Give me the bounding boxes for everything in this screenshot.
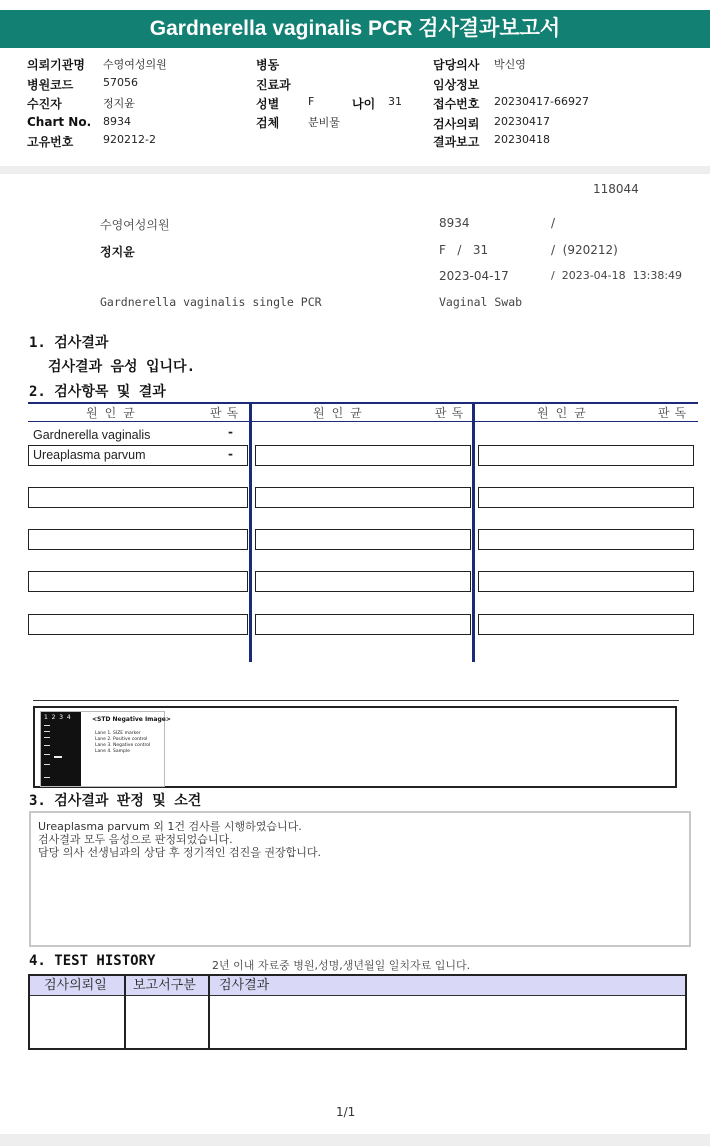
report-title: Gardnerella vaginalis PCR 검사결과보고서 xyxy=(0,10,710,48)
gel-lane-numbers: 1 2 3 4 xyxy=(44,714,71,721)
report-number: 118044 xyxy=(593,182,639,196)
result-row xyxy=(28,445,248,466)
opinion-line: 검사결과 모두 음성으로 판정되었습니다. xyxy=(38,833,233,846)
empty-result-cell xyxy=(255,614,471,635)
hospital-name-label: 의뢰기관명 xyxy=(27,58,85,72)
history-col-request-date: 검사의뢰일 xyxy=(44,978,107,993)
hospital-code-label: 병원코드 xyxy=(27,78,74,92)
history-col-result: 검사결과 xyxy=(219,978,270,993)
history-col-divider xyxy=(208,976,210,1048)
empty-result-cell xyxy=(478,487,694,508)
summary-sex-age: F / 31 xyxy=(439,243,489,257)
doctor-label: 담당의사 xyxy=(433,58,480,72)
col-judgement-1: 판독 xyxy=(210,406,244,420)
summary-chart: 8934 xyxy=(439,216,470,230)
empty-result-cell xyxy=(255,487,471,508)
receipt-no-value: 20230417-66927 xyxy=(494,95,589,108)
bottom-band xyxy=(0,1134,710,1146)
test-history-table xyxy=(28,974,687,1050)
gel-legend-line: Lane 4. Sample xyxy=(95,749,130,754)
col-organism-1: 원인균 xyxy=(86,406,142,420)
summary-patient: 정지윤 xyxy=(100,245,135,259)
opinion-box xyxy=(29,811,691,947)
judgement-value: - xyxy=(228,425,233,439)
receipt-no-label: 접수번호 xyxy=(433,97,480,111)
grid-divider-1 xyxy=(249,402,252,662)
empty-result-cell xyxy=(255,445,471,466)
result-row xyxy=(28,425,246,444)
summary-id: / (920212) xyxy=(551,243,618,257)
summary-test-name: Gardnerella vaginalis single PCR xyxy=(100,295,322,309)
section1-result: 검사결과 음성 입니다. xyxy=(48,359,196,375)
patient-info-panel xyxy=(0,48,710,167)
col-judgement-3: 판독 xyxy=(658,406,692,420)
empty-result-cell xyxy=(28,571,248,592)
page-number: 1/1 xyxy=(336,1105,356,1119)
organism-name: Gardnerella vaginalis xyxy=(33,428,151,442)
unique-id-value: 920212-2 xyxy=(103,133,156,146)
section4-heading: 4. TEST HISTORY xyxy=(29,953,156,969)
history-col-report-type: 보고서구분 xyxy=(133,978,196,993)
section1-heading: 1. 검사결과 xyxy=(29,335,109,351)
hospital-code-value: 57056 xyxy=(103,76,138,89)
hospital-name-value: 수영여성의원 xyxy=(103,58,167,71)
sex-value: F xyxy=(308,95,315,108)
separator-band xyxy=(0,166,710,174)
gel-legend-line: Lane 3. Negative control xyxy=(95,743,151,748)
empty-result-cell xyxy=(255,571,471,592)
empty-result-cell xyxy=(255,529,471,550)
patient-value: 정지윤 xyxy=(103,97,135,110)
gel-title: <STD Negative Image> xyxy=(92,716,171,723)
judgement-value: - xyxy=(228,447,233,461)
opinion-line: 담당 의사 선생님과의 상담 후 정기적인 검진을 권장합니다. xyxy=(38,846,321,859)
grid-divider-2 xyxy=(472,402,475,662)
unique-id-label: 고유번호 xyxy=(27,135,74,149)
clinical-info-label: 임상정보 xyxy=(433,78,480,92)
doctor-value: 박신영 xyxy=(494,58,526,71)
history-col-divider xyxy=(124,976,126,1048)
age-value: 31 xyxy=(388,95,402,108)
ward-label: 병동 xyxy=(256,58,280,72)
chart-no-value: 8934 xyxy=(103,115,131,128)
sex-label: 성별 xyxy=(256,97,280,111)
image-top-rule xyxy=(33,700,679,701)
organism-name: Ureaplasma parvum xyxy=(33,448,146,462)
col-judgement-2: 판독 xyxy=(435,406,469,420)
gel-legend-line: Lane 1. SIZE marker xyxy=(95,731,141,736)
summary-slash: / xyxy=(551,216,556,230)
empty-result-cell xyxy=(478,445,694,466)
request-date-value: 20230417 xyxy=(494,115,550,128)
empty-result-cell xyxy=(28,487,248,508)
empty-result-cell xyxy=(478,571,694,592)
history-header-row xyxy=(30,976,685,996)
summary-hospital: 수영여성의원 xyxy=(100,218,170,232)
department-label: 진료과 xyxy=(256,78,291,92)
empty-result-cell xyxy=(28,529,248,550)
history-note: 2년 이내 자료중 병원,성명,생년월일 일치자료 입니다. xyxy=(212,959,471,972)
summary-specimen: Vaginal Swab xyxy=(439,295,523,309)
gel-lanes-graphic xyxy=(41,712,81,786)
report-date-label: 결과보고 xyxy=(433,135,480,149)
opinion-line: Ureaplasma parvum 외 1건 검사를 시행하였습니다. xyxy=(38,820,302,833)
age-label: 나이 xyxy=(352,97,376,111)
col-organism-2: 원인균 xyxy=(313,406,369,420)
empty-result-cell xyxy=(28,614,248,635)
empty-result-cell xyxy=(478,529,694,550)
patient-label: 수진자 xyxy=(27,97,62,111)
report-date-value: 20230418 xyxy=(494,133,550,146)
gel-electrophoresis-image xyxy=(40,711,171,787)
gel-legend-line: Lane 2. Positive control xyxy=(95,737,148,742)
specimen-value: 분비물 xyxy=(308,116,340,129)
empty-result-cell xyxy=(478,614,694,635)
specimen-label: 검체 xyxy=(256,116,280,130)
col-organism-3: 원인균 xyxy=(537,406,593,420)
summary-request-date: 2023-04-17 xyxy=(439,269,509,283)
section3-heading: 3. 검사결과 판정 및 소견 xyxy=(29,793,202,809)
chart-no-label: Chart No. xyxy=(27,115,92,129)
grid-head-rule xyxy=(28,421,698,422)
request-date-label: 검사의뢰 xyxy=(433,117,480,131)
summary-report-datetime: / 2023-04-18 13:38:49 xyxy=(551,269,683,282)
section2-heading: 2. 검사항목 및 결과 xyxy=(29,384,166,400)
